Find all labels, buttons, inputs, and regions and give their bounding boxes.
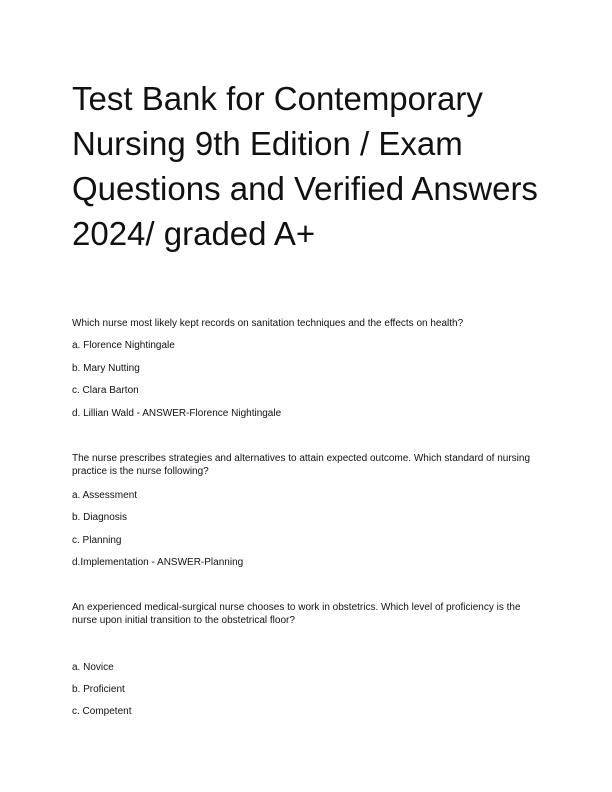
question-3-option-a: a. Novice	[72, 662, 114, 673]
question-2-text	[72, 452, 542, 478]
question-text: The nurse prescribes strategies and alternatives to attain expected outcome. Which standard of nursing practice is the nurse following?	[72, 453, 531, 477]
question-2-option-d: d.Implementation - ANSWER-Planning	[72, 557, 244, 568]
question-text: An experienced medical-surgical nurse chooses to work in obstetrics. Which level of proficiency is the nurse upon initial transition to the obstetrical floor?	[72, 602, 521, 626]
question-1-option-c: c. Clara Barton	[72, 385, 139, 396]
question-2-option-b: b. Diagnosis	[72, 512, 128, 523]
document-title	[72, 76, 542, 256]
question-3-text	[72, 601, 542, 627]
title-line: 2024/ graded A+	[72, 215, 316, 252]
question-1-option-a: a. Florence Nightingale	[72, 340, 175, 351]
question-3-option-b: b. Proficient	[72, 684, 125, 695]
title-line: Nursing 9th Edition / Exam	[72, 125, 463, 162]
title-line: Questions and Verified Answers	[72, 170, 538, 207]
question-1-text	[72, 317, 542, 330]
question-1-option-d: d. Lillian Wald - ANSWER-Florence Nightingale	[72, 408, 282, 419]
question-text: Which nurse most likely kept records on sanitation techniques and the effects on health?	[72, 318, 464, 329]
question-2-option-a: a. Assessment	[72, 490, 138, 501]
question-3-option-c: c. Competent	[72, 706, 132, 717]
question-2-option-c: c. Planning	[72, 535, 122, 546]
question-1-option-b: b. Mary Nutting	[72, 363, 140, 374]
title-line: Test Bank for Contemporary	[72, 80, 483, 117]
